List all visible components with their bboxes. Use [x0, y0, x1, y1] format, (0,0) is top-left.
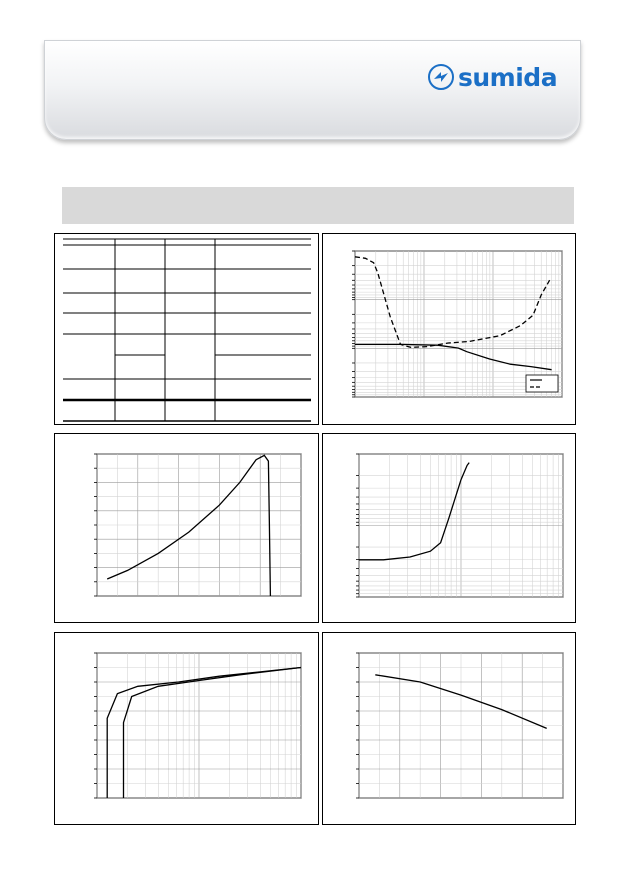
chart-panel-4: [54, 632, 319, 825]
chart-panel-3: [322, 433, 576, 623]
brand-name: sumida: [458, 62, 558, 92]
sumida-logo-icon: [428, 64, 454, 90]
chart-panel-2: [54, 433, 319, 623]
spec-table: [55, 234, 318, 424]
chart-1: [323, 234, 575, 424]
plot-area: [356, 454, 563, 597]
plot-area: [94, 454, 301, 596]
brand-logo: [428, 63, 557, 91]
chart-4: [55, 633, 318, 824]
chart-2: [55, 434, 318, 622]
section-title-bar: [62, 187, 574, 224]
chart-legend: [526, 375, 558, 392]
chart-panel-5: [322, 632, 576, 825]
spec-table-panel: [54, 233, 319, 425]
plot-area: [356, 653, 563, 798]
chart-3: [323, 434, 575, 622]
chart-panel-1: [322, 233, 576, 425]
chart-5: [323, 633, 575, 824]
plot-area: [352, 251, 562, 397]
legend-box: [526, 375, 558, 392]
plot-area: [94, 653, 301, 798]
